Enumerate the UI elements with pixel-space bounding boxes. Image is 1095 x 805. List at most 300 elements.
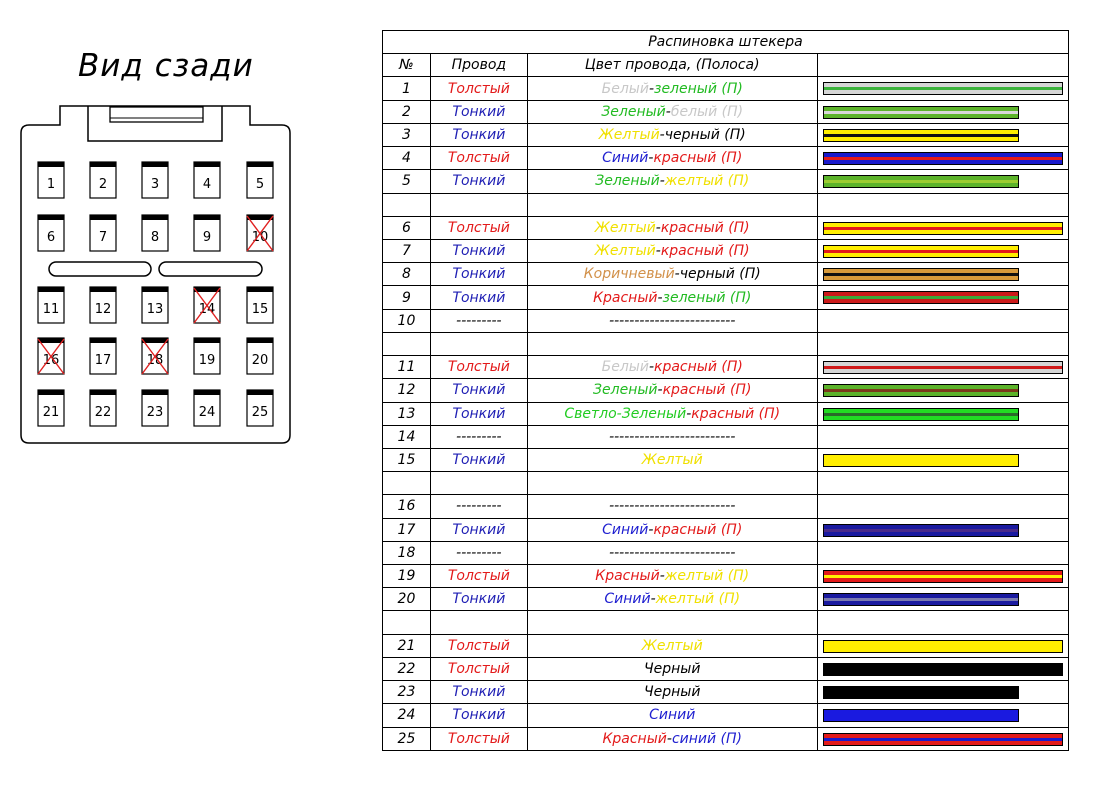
wire-color-cell: [527, 402, 817, 425]
pin-row: [383, 727, 1069, 750]
pin-row: [383, 402, 1069, 425]
color-name-part: желтый (П): [664, 568, 750, 585]
color-swatch-cell: [817, 170, 1068, 193]
pin-row: [383, 123, 1069, 146]
wire-type-cell: Тонкий: [430, 263, 527, 286]
color-swatch-cell: [817, 77, 1068, 100]
wire-color-cell: [527, 356, 817, 379]
pin-row: [383, 425, 1069, 448]
wire-stripe: [824, 366, 1062, 369]
color-swatch-cell: [817, 657, 1068, 680]
wire-type-cell: Толстый: [430, 356, 527, 379]
wire-type-cell: [430, 611, 527, 634]
pin-latch-mark: [38, 287, 64, 292]
pin-row: [383, 77, 1069, 100]
wire-color-cell: [527, 263, 817, 286]
pin-number-cell: 2: [383, 100, 431, 123]
wire-color-cell: [527, 634, 817, 657]
color-swatch-cell: [817, 379, 1068, 402]
color-name-part: красный (П): [691, 405, 781, 422]
pin-number: 22: [94, 405, 112, 420]
pin-row: [383, 147, 1069, 170]
wire-color-swatch: [823, 663, 1063, 676]
pin-number: 1: [46, 177, 56, 192]
color-swatch-cell: [817, 309, 1068, 332]
wire-color-cell: [527, 379, 817, 402]
wire-color-cell: [527, 332, 817, 355]
color-name-part: Черный: [644, 661, 701, 678]
wire-color-cell: [527, 681, 817, 704]
color-swatch-cell: [817, 518, 1068, 541]
color-name-part: зеленый (П): [662, 289, 752, 306]
pin-number-cell: 10: [383, 309, 431, 332]
color-swatch-cell: [817, 565, 1068, 588]
color-swatch-cell: [817, 588, 1068, 611]
table-header-row: [383, 54, 1069, 77]
pin-number: 23: [146, 405, 164, 420]
color-name-part: -------------------------: [609, 498, 736, 515]
wire-color-cell: [527, 472, 817, 495]
pin-row: [383, 657, 1069, 680]
wire-color-swatch: [823, 454, 1019, 467]
color-name-part: -: [648, 80, 654, 97]
pin-latch-mark: [38, 338, 64, 343]
wire-color-swatch: [823, 106, 1019, 119]
wire-stripe: [824, 598, 1018, 601]
pin-number: 24: [198, 405, 216, 420]
pin-row: [383, 541, 1069, 564]
wire-color-cell: [527, 565, 817, 588]
pin-number-cell: 1: [383, 77, 431, 100]
pin-number-cell: 4: [383, 147, 431, 170]
color-name-part: Желтый: [594, 219, 656, 236]
pin-latch-mark: [247, 287, 273, 292]
spacer-row: [383, 193, 1069, 216]
pin-number: 10: [251, 230, 269, 245]
pin-number-cell: 13: [383, 402, 431, 425]
color-name-part: Белый: [601, 80, 649, 97]
color-name-part: черный (П): [664, 126, 746, 143]
color-swatch-cell: [817, 239, 1068, 262]
wire-color-swatch: [823, 291, 1019, 304]
pin-number-cell: 16: [383, 495, 431, 518]
color-swatch-cell: [817, 541, 1068, 564]
pin-number-cell: 12: [383, 379, 431, 402]
color-name-part: красный (П): [660, 243, 750, 260]
pin-row: [383, 495, 1069, 518]
color-name-part: -: [657, 289, 663, 306]
wire-stripe: [824, 575, 1062, 578]
wire-type-cell: ---------: [430, 495, 527, 518]
wire-stripe: [824, 273, 1018, 276]
pin-number-cell: 7: [383, 239, 431, 262]
wire-type-cell: [430, 193, 527, 216]
color-name-part: Красный: [602, 730, 667, 747]
wire-type-cell: Тонкий: [430, 286, 527, 309]
color-swatch-cell: [817, 472, 1068, 495]
wire-color-cell: [527, 448, 817, 471]
color-name-part: Желтый: [641, 637, 703, 654]
color-swatch-cell: [817, 147, 1068, 170]
color-name-part: -------------------------: [609, 428, 736, 445]
color-name-part: желтый (П): [664, 173, 750, 190]
wire-type-cell: Тонкий: [430, 239, 527, 262]
pin-number: 2: [98, 177, 108, 192]
pin-number-cell: 24: [383, 704, 431, 727]
wire-color-swatch: [823, 222, 1063, 235]
key-slot-right: [159, 262, 262, 276]
pin-latch-mark: [194, 390, 220, 395]
pin-number: 12: [94, 302, 112, 317]
color-name-part: -: [648, 521, 654, 538]
wire-color-cell: [527, 239, 817, 262]
wire-color-swatch: [823, 570, 1063, 583]
pin-number: 18: [146, 353, 164, 368]
color-name-part: зеленый (П): [654, 80, 743, 97]
pin-number: 15: [251, 302, 269, 317]
pin-number: 7: [98, 230, 108, 245]
pin-number-cell: [383, 611, 431, 634]
color-name-part: -: [648, 359, 654, 376]
pin-row: [383, 565, 1069, 588]
pin-number: 17: [94, 353, 112, 368]
wire-color-swatch: [823, 640, 1063, 653]
color-name-part: синий (П): [671, 730, 742, 747]
pin-number-cell: 6: [383, 216, 431, 239]
wire-type-cell: Толстый: [430, 727, 527, 750]
color-name-part: -: [666, 730, 672, 747]
wire-stripe: [824, 250, 1018, 253]
pin-row: [383, 448, 1069, 471]
pin-number: 16: [42, 353, 60, 368]
pin-number: 21: [42, 405, 60, 420]
pin-latch-mark: [90, 287, 116, 292]
pin-row: [383, 239, 1069, 262]
wire-type-cell: Тонкий: [430, 170, 527, 193]
wire-color-cell: [527, 170, 817, 193]
pin-row: [383, 170, 1069, 193]
wire-color-swatch: [823, 686, 1019, 699]
wire-type-cell: ---------: [430, 541, 527, 564]
pin-latch-mark: [90, 338, 116, 343]
pin-latch-mark: [90, 162, 116, 167]
pin-latch-mark: [142, 162, 168, 167]
color-name-part: -: [659, 568, 665, 585]
color-swatch-cell: [817, 193, 1068, 216]
wire-type-cell: Толстый: [430, 147, 527, 170]
pin-latch-mark: [194, 162, 220, 167]
color-name-part: Зеленый: [595, 173, 660, 190]
pin-row: [383, 588, 1069, 611]
latch-tab: [110, 107, 203, 122]
latch-cutout: [88, 106, 222, 141]
pin-latch-mark: [247, 390, 273, 395]
wire-color-cell: [527, 77, 817, 100]
wire-color-swatch: [823, 524, 1019, 537]
pin-latch-mark: [194, 287, 220, 292]
pin-number: 6: [46, 230, 56, 245]
color-name-part: -: [659, 126, 665, 143]
wire-color-cell: [527, 100, 817, 123]
color-name-part: Светло-Зеленый: [564, 405, 687, 422]
wire-color-swatch: [823, 245, 1019, 258]
wire-stripe: [824, 134, 1018, 137]
pin-latch-mark: [142, 338, 168, 343]
color-name-part: Красный: [593, 289, 658, 306]
wire-stripe: [824, 389, 1018, 392]
wire-type-cell: Тонкий: [430, 681, 527, 704]
wire-type-cell: Тонкий: [430, 402, 527, 425]
color-name-part: Зеленый: [593, 382, 658, 399]
color-swatch-cell: [817, 332, 1068, 355]
color-swatch-cell: [817, 611, 1068, 634]
table-caption: Распиновка штекера: [383, 31, 1069, 54]
color-swatch-cell: [817, 704, 1068, 727]
pinout-table: [382, 30, 1069, 751]
pin-latch-mark: [194, 215, 220, 220]
wire-color-swatch: [823, 175, 1019, 188]
color-name-part: Синий: [602, 150, 649, 167]
wire-color-swatch: [823, 408, 1019, 421]
color-name-part: Желтый: [641, 452, 703, 469]
pin-number: 9: [202, 230, 212, 245]
wire-stripe: [824, 227, 1062, 230]
color-name-part: желтый (П): [655, 591, 741, 608]
header-swatch: [817, 54, 1068, 77]
wire-type-cell: Толстый: [430, 565, 527, 588]
wire-color-cell: [527, 286, 817, 309]
color-name-part: -: [655, 219, 661, 236]
wire-color-cell: [527, 495, 817, 518]
pin-number-cell: 15: [383, 448, 431, 471]
pin-number-cell: 5: [383, 170, 431, 193]
pin-latch-mark: [90, 215, 116, 220]
wire-type-cell: ---------: [430, 425, 527, 448]
wire-stripe: [824, 87, 1062, 90]
color-name-part: Зеленый: [601, 103, 666, 120]
pin-number: 25: [251, 405, 269, 420]
header-num: №: [383, 54, 431, 77]
color-name-part: Желтый: [598, 126, 660, 143]
color-name-part: -------------------------: [609, 312, 736, 329]
wire-stripe: [824, 738, 1062, 741]
wire-color-cell: [527, 309, 817, 332]
color-swatch-cell: [817, 448, 1068, 471]
color-swatch-cell: [817, 402, 1068, 425]
header-color: Цвет провода, (Полоса): [527, 54, 817, 77]
wire-color-swatch: [823, 268, 1019, 281]
pin-latch-mark: [142, 215, 168, 220]
wire-color-swatch: [823, 129, 1019, 142]
wire-color-swatch: [823, 709, 1019, 722]
color-name-part: Белый: [601, 359, 649, 376]
color-name-part: -: [655, 243, 661, 260]
rear-view-title: Вид сзади: [78, 48, 254, 84]
pin-row: [383, 356, 1069, 379]
wire-type-cell: Толстый: [430, 77, 527, 100]
pin-number-cell: 14: [383, 425, 431, 448]
color-swatch-cell: [817, 425, 1068, 448]
wire-type-cell: Тонкий: [430, 704, 527, 727]
wire-color-cell: [527, 657, 817, 680]
wire-stripe: [824, 157, 1062, 160]
pin-number: 3: [150, 177, 160, 192]
color-swatch-cell: [817, 681, 1068, 704]
wire-type-cell: Тонкий: [430, 100, 527, 123]
color-name-part: -: [650, 591, 656, 608]
wire-color-cell: [527, 588, 817, 611]
pin-number-cell: 21: [383, 634, 431, 657]
wire-color-swatch: [823, 361, 1063, 374]
pin-number: 8: [150, 230, 160, 245]
color-name-part: -: [657, 382, 663, 399]
color-name-part: красный (П): [654, 359, 743, 376]
pin-row: [383, 681, 1069, 704]
pin-number-cell: 20: [383, 588, 431, 611]
pin-number-cell: 11: [383, 356, 431, 379]
wire-color-swatch: [823, 152, 1063, 165]
pin-number-cell: [383, 193, 431, 216]
pin-number-cell: 22: [383, 657, 431, 680]
spacer-row: [383, 611, 1069, 634]
wire-color-cell: [527, 147, 817, 170]
pin-row: [383, 263, 1069, 286]
pin-number-cell: [383, 472, 431, 495]
table-caption-row: [383, 31, 1069, 54]
pin-number-cell: 3: [383, 123, 431, 146]
pin-row: [383, 518, 1069, 541]
color-name-part: -: [674, 266, 680, 283]
pin-latch-mark: [247, 338, 273, 343]
pin-latch-mark: [90, 390, 116, 395]
wire-type-cell: [430, 332, 527, 355]
wire-type-cell: Толстый: [430, 634, 527, 657]
color-name-part: Коричневый: [583, 266, 675, 283]
wire-color-cell: [527, 193, 817, 216]
pin-number-cell: 18: [383, 541, 431, 564]
pin-row: [383, 216, 1069, 239]
header-wire: Провод: [430, 54, 527, 77]
color-swatch-cell: [817, 263, 1068, 286]
pin-number: 19: [198, 353, 216, 368]
pin-number-cell: 9: [383, 286, 431, 309]
pin-number-cell: 23: [383, 681, 431, 704]
color-name-part: Синий: [602, 521, 649, 538]
wire-color-cell: [527, 727, 817, 750]
pin-row: [383, 379, 1069, 402]
pin-latch-mark: [247, 162, 273, 167]
color-swatch-cell: [817, 100, 1068, 123]
color-name-part: Синий: [604, 591, 651, 608]
color-swatch-cell: [817, 356, 1068, 379]
color-swatch-cell: [817, 286, 1068, 309]
color-name-part: -: [648, 150, 654, 167]
pin-row: [383, 100, 1069, 123]
wire-stripe: [824, 111, 1018, 114]
pin-latch-mark: [38, 390, 64, 395]
pin-row: [383, 704, 1069, 727]
color-swatch-cell: [817, 123, 1068, 146]
spacer-row: [383, 472, 1069, 495]
pin-latch-mark: [142, 390, 168, 395]
wire-color-cell: [527, 518, 817, 541]
pin-number-cell: 19: [383, 565, 431, 588]
color-swatch-cell: [817, 216, 1068, 239]
pin-latch-mark: [38, 162, 64, 167]
color-name-part: -: [659, 173, 665, 190]
pin-number-cell: 25: [383, 727, 431, 750]
pin-number-cell: 8: [383, 263, 431, 286]
pin-latch-mark: [194, 338, 220, 343]
color-name-part: -------------------------: [609, 544, 736, 561]
color-name-part: красный (П): [653, 150, 743, 167]
color-name-part: Синий: [649, 707, 696, 724]
pin-latch-mark: [38, 215, 64, 220]
color-name-part: Черный: [644, 684, 701, 701]
color-name-part: -: [665, 103, 671, 120]
wire-color-swatch: [823, 82, 1063, 95]
wire-type-cell: Тонкий: [430, 448, 527, 471]
pin-latch-mark: [142, 287, 168, 292]
wire-color-cell: [527, 425, 817, 448]
wire-type-cell: ---------: [430, 309, 527, 332]
pin-number-cell: 17: [383, 518, 431, 541]
wire-type-cell: Толстый: [430, 216, 527, 239]
wire-stripe: [824, 296, 1018, 299]
color-swatch-cell: [817, 495, 1068, 518]
color-name-part: черный (П): [679, 266, 761, 283]
color-swatch-cell: [817, 634, 1068, 657]
color-name-part: Красный: [595, 568, 660, 585]
pin-number: 11: [42, 302, 60, 317]
pin-latch-mark: [247, 215, 273, 220]
color-swatch-cell: [817, 727, 1068, 750]
color-name-part: красный (П): [660, 219, 750, 236]
wire-type-cell: [430, 472, 527, 495]
wire-stripe: [824, 413, 1018, 416]
wire-color-cell: [527, 123, 817, 146]
wire-type-cell: Тонкий: [430, 518, 527, 541]
wire-color-cell: [527, 704, 817, 727]
wire-type-cell: Тонкий: [430, 379, 527, 402]
pin-number: 5: [255, 177, 265, 192]
wire-type-cell: Тонкий: [430, 123, 527, 146]
wire-type-cell: Толстый: [430, 657, 527, 680]
spacer-row: [383, 332, 1069, 355]
wire-color-swatch: [823, 593, 1019, 606]
wire-color-cell: [527, 611, 817, 634]
pin-number: 13: [146, 302, 164, 317]
wire-color-swatch: [823, 384, 1019, 397]
wire-stripe: [824, 529, 1018, 532]
connector-rear-view-diagram: [0, 0, 330, 460]
color-name-part: красный (П): [653, 521, 743, 538]
color-name-part: красный (П): [662, 382, 752, 399]
pin-number: 4: [202, 177, 212, 192]
wire-color-cell: [527, 541, 817, 564]
wire-stripe: [824, 180, 1018, 183]
pin-number: 14: [198, 302, 216, 317]
wire-type-cell: Тонкий: [430, 588, 527, 611]
key-slot-left: [49, 262, 151, 276]
pin-number: 20: [251, 353, 269, 368]
color-name-part: Желтый: [594, 243, 656, 260]
wire-color-swatch: [823, 733, 1063, 746]
pin-row: [383, 309, 1069, 332]
color-name-part: -: [686, 405, 692, 422]
color-name-part: белый (П): [670, 103, 744, 120]
pin-row: [383, 634, 1069, 657]
